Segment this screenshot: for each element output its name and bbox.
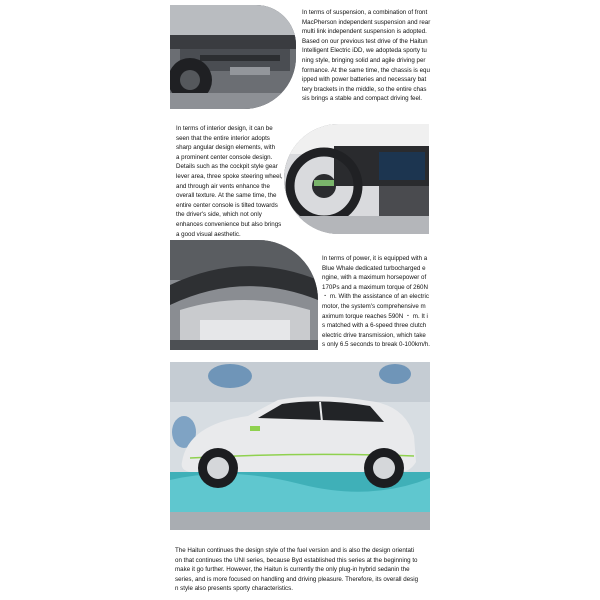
power-paragraph: In terms of power, it is equipped with a Blue Whale dedicated turbocharged e ngine, with a maximum horsepower of 170Ps and a maximum torque of 260N ・ m. With the assistance of an electric motor, the system's comprehensive m aximum torque reaches 590N ・ m. It i s matched with a 6-speed three clutch electric drive transmission, which take s only 6.5 seconds to break 0-100km/h. (322, 255, 430, 349)
design-paragraph: The Haitun continues the design style of the fuel version and is also the design orientati on that continues the UNI series, because Byd established this series at the beginning to make it go further. However, the Haitun is currently the only plug-in hybrid sedanin the series, and is more focused on handling and driving pleasure. Therefore, its overall desig n style also presents sporty characteristics. (175, 547, 419, 593)
suspension-paragraph: In terms of suspension, a combination of front MacPherson independent suspension and rear multi link independent suspension is adopted. Based on our previous test drive of the Haitun Intelligent Electric iDD, we adopteda sporty tu ning style, bringing solid and agile driving per formance. At the same time, the chassis is equ ipped with power batteries and necessary bat tery brackets in the middle, so the entire chas sis brings a stable and compact driving feel. (302, 9, 431, 103)
car-side-photo (170, 362, 430, 530)
engine-bay-photo (170, 240, 318, 350)
interior-photo (284, 124, 429, 234)
chassis-photo (170, 5, 296, 109)
interior-paragraph: In terms of interior design, it can be seen that the entire interior adopts sharp angular design elements, with a prominent center console design. Details such as the cockpit style gear lever area, three spoke steering wheel, and through air vents enhance the overall texture. At the same time, the entire center console is tilted towards the driver's side, which not only enhances convenience but also brings a good visual aesthetic. (176, 125, 283, 238)
